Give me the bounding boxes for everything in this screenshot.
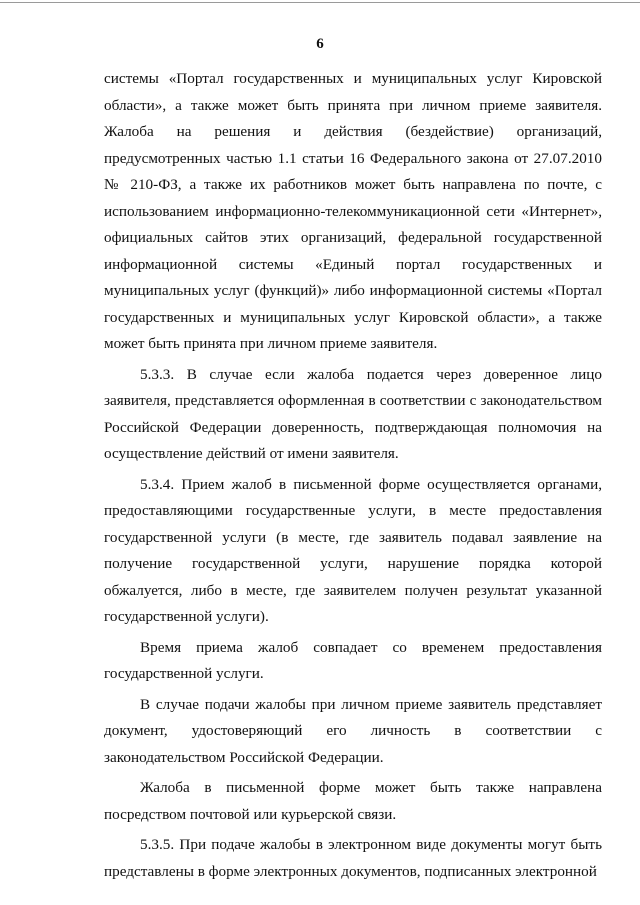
paragraph-5-3-3: 5.3.3. В случае если жалоба подается через доверенное лицо заявителя, представляется оформленная в соответствии с законодательством Российской Федерации доверенность, подтверждающая полномочия на осуществление действий от имени заявителя. <box>104 365 602 462</box>
paragraph-continuation: системы «Портал государственных и муниципальных услуг Кировской области», а также может быть принята при личном приеме заявителя. Жалоба на решения и действия (бездействие) организаций, предусмотренных частью 1.1 статьи 16 Федерального закона от 27.07.2010 № 210-ФЗ, а также их работников может быть направлена по почте, с использованием информационно-телекоммуникационной сети «Интернет», официальных сайтов этих организаций, федеральной государственной информационной системы «Единый портал государственных и муниципальных услуг (функций)» либо информационной системы «Портал государственных и муниципальных услуг Кировской области», а также может быть принята при личном приеме заявителя. <box>104 70 602 352</box>
paragraph-reception-time: Время приема жалоб совпадает со временем предоставления государственной услуги. <box>104 638 602 682</box>
paragraph-postal-delivery: Жалоба в письменной форме может быть также направлена посредством почтовой или курьерской связи. <box>104 779 602 823</box>
paragraph-personal-reception: В случае подачи жалобы при личном приеме заявитель представляет документ, удостоверяющий его личность в соответствии с законодательством Российской Федерации. <box>104 695 602 766</box>
page-number: 6 <box>316 36 324 52</box>
document-body <box>104 66 602 885</box>
paragraph-5-3-4: 5.3.4. Прием жалоб в письменной форме осуществляется органами, предоставляющими государственные услуги, в месте предоставления государственной услуги (в месте, где заявитель подавал заявление на получение государственной услуги, нарушение порядка которой обжалуется, либо в месте, где заявителем получен результат указанной государственной услуги). <box>104 475 602 625</box>
top-rule <box>0 2 640 3</box>
paragraph-5-3-5: 5.3.5. При подаче жалобы в электронном виде документы могут быть представлены в форме электронных документов, подписанных электронной <box>104 836 602 880</box>
